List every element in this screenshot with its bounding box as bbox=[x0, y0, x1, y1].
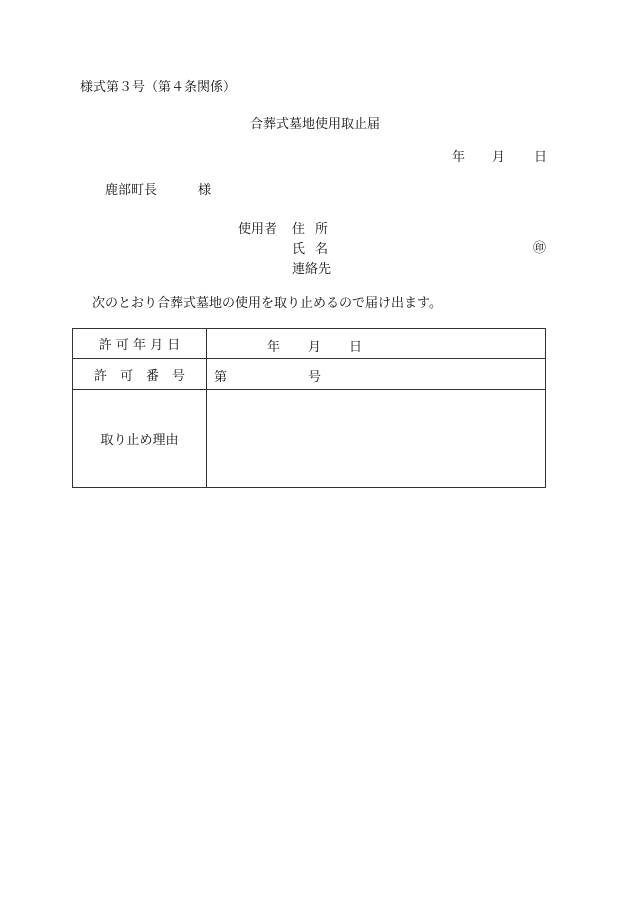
applicant-address-label: 住所 bbox=[292, 222, 339, 237]
date-year-label: 年 bbox=[452, 150, 466, 165]
date-day-label: 日 bbox=[534, 150, 548, 165]
date-month-label: 月 bbox=[492, 150, 506, 165]
statement-text: 次のとおり合葬式墓地の使用を取り止めるので届け出ます。 bbox=[92, 296, 442, 311]
document-title: 合葬式墓地使用取止届 bbox=[249, 117, 380, 132]
permit-date-field[interactable] bbox=[207, 329, 546, 359]
table-row-reason bbox=[73, 390, 546, 488]
permit-number-suffix: 号 bbox=[308, 370, 322, 385]
reason-label: 取り止め理由 bbox=[73, 390, 207, 488]
permit-date-label: 許 可 年 月 日 bbox=[73, 329, 207, 359]
reason-field[interactable] bbox=[207, 390, 546, 488]
permit-date-day-label: 日 bbox=[349, 339, 363, 355]
applicant-contact-label: 連絡先 bbox=[292, 262, 332, 277]
permit-date-year-label: 年 bbox=[267, 339, 281, 355]
addressee-name: 鹿部町長 bbox=[105, 183, 158, 198]
permit-number-label: 許 可 番 号 bbox=[73, 359, 207, 390]
permit-date-month-label: 月 bbox=[308, 339, 322, 355]
permit-detail-table bbox=[72, 328, 546, 488]
table-row-permit-number bbox=[73, 359, 546, 390]
applicant-name-label: 氏名 bbox=[292, 242, 339, 257]
permit-number-field[interactable] bbox=[207, 359, 546, 390]
applicant-role-label: 使用者 bbox=[238, 222, 278, 237]
seal-mark: ㊞ bbox=[533, 241, 547, 256]
form-number: 様式第３号（第４条関係） bbox=[80, 80, 237, 95]
table-row-permit-date bbox=[73, 329, 546, 359]
permit-number-prefix: 第 bbox=[214, 370, 228, 385]
addressee-honorific: 様 bbox=[198, 183, 212, 198]
